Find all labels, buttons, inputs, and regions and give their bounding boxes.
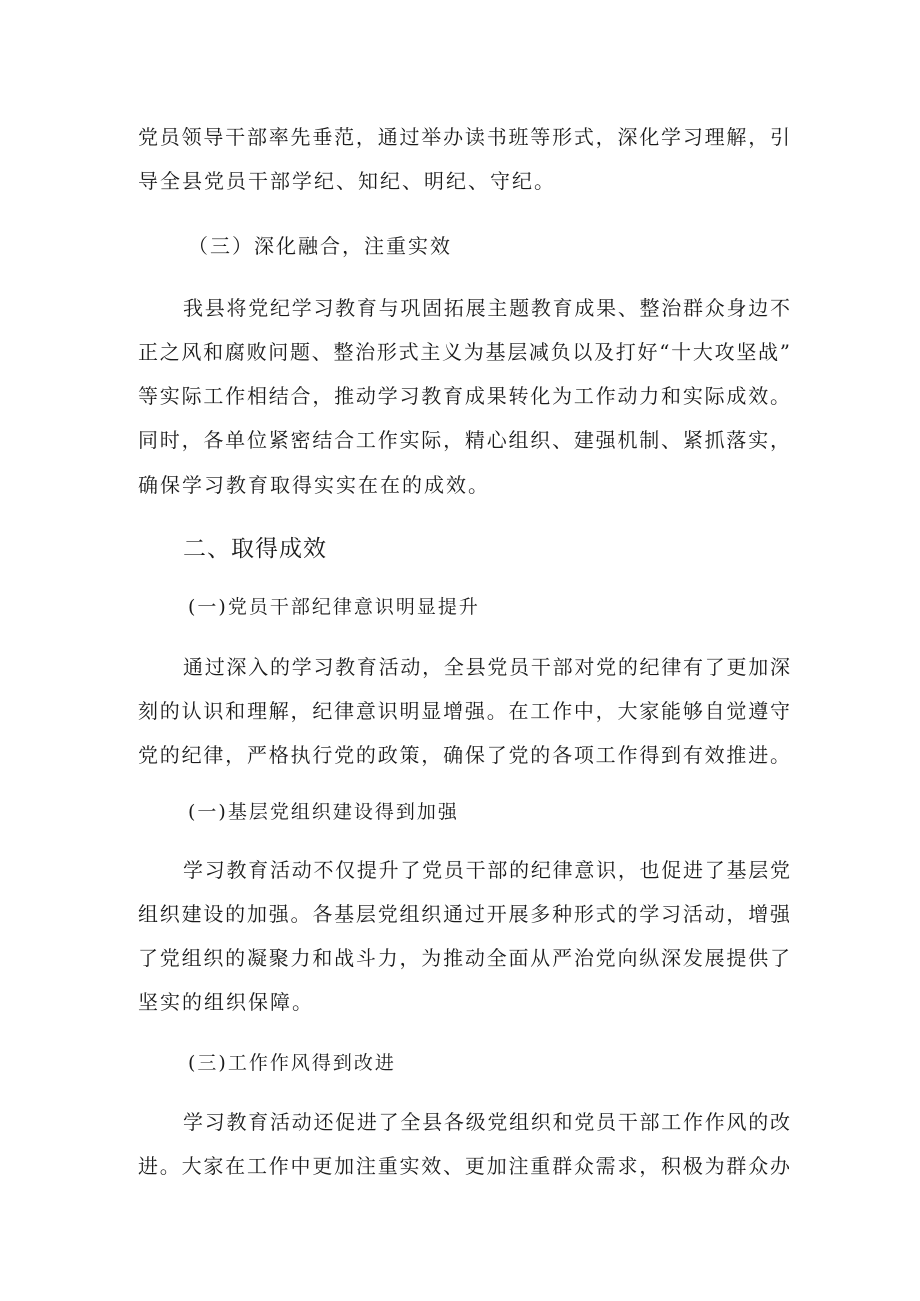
subheading-party-organization: (一)基层党组织建设得到加强	[188, 801, 459, 823]
subheading-discipline-awareness: (一)党员干部纪律意识明显提升	[188, 596, 480, 618]
paragraph-line: 我县将党纪学习教育与巩固拓展主题教育成果、整治群众身边不	[183, 296, 790, 320]
subheading-work-style: (三)工作作风得到改进	[188, 1052, 396, 1074]
paragraph-line: 党的纪律，严格执行党的政策，确保了党的各项工作得到有效推进。	[138, 743, 790, 767]
paragraph-line: 坚实的组织保障。	[138, 990, 314, 1014]
paragraph-line: 学习教育活动不仅提升了党员干部的纪律意识，也促进了基层党	[183, 858, 790, 882]
paragraph-line: 刻的认识和理解，纪律意识明显增强。在工作中，大家能够自觉遵守	[138, 699, 790, 723]
paragraph-line: 学习教育活动还促进了全县各级党组织和党员干部工作作风的改	[183, 1110, 790, 1134]
paragraph-line: 确保学习教育取得实实在在的成效。	[138, 473, 490, 497]
paragraph-line: 党员领导干部率先垂范，通过举办读书班等形式，深化学习理解，引	[138, 125, 790, 149]
paragraph-line: 导全县党员干部学纪、知纪、明纪、守纪。	[138, 169, 556, 193]
paragraph-line: 了党组织的凝聚力和战斗力，为推动全面从严治党向纵深发展提供了	[138, 946, 790, 970]
section-heading-results: 二、取得成效	[183, 536, 327, 562]
paragraph-line: 同时，各单位紧密结合工作实际，精心组织、建强机制、紧抓落实，	[138, 428, 790, 452]
subheading-deepen-integration: （三）深化融合，注重实效	[188, 234, 452, 258]
paragraph-line: 进。大家在工作中更加注重实效、更加注重群众需求，积极为群众办	[138, 1154, 790, 1178]
paragraph-line: 通过深入的学习教育活动，全县党员干部对党的纪律有了更加深	[183, 655, 790, 679]
paragraph-line: 组织建设的加强。各基层党组织通过开展多种形式的学习活动，增强	[138, 902, 790, 926]
paragraph-line: 等实际工作相结合，推动学习教育成果转化为工作动力和实际成效。	[138, 384, 790, 408]
paragraph-line: 正之风和腐败问题、整治形式主义为基层减负以及打好“十大攻坚战”	[138, 340, 790, 364]
